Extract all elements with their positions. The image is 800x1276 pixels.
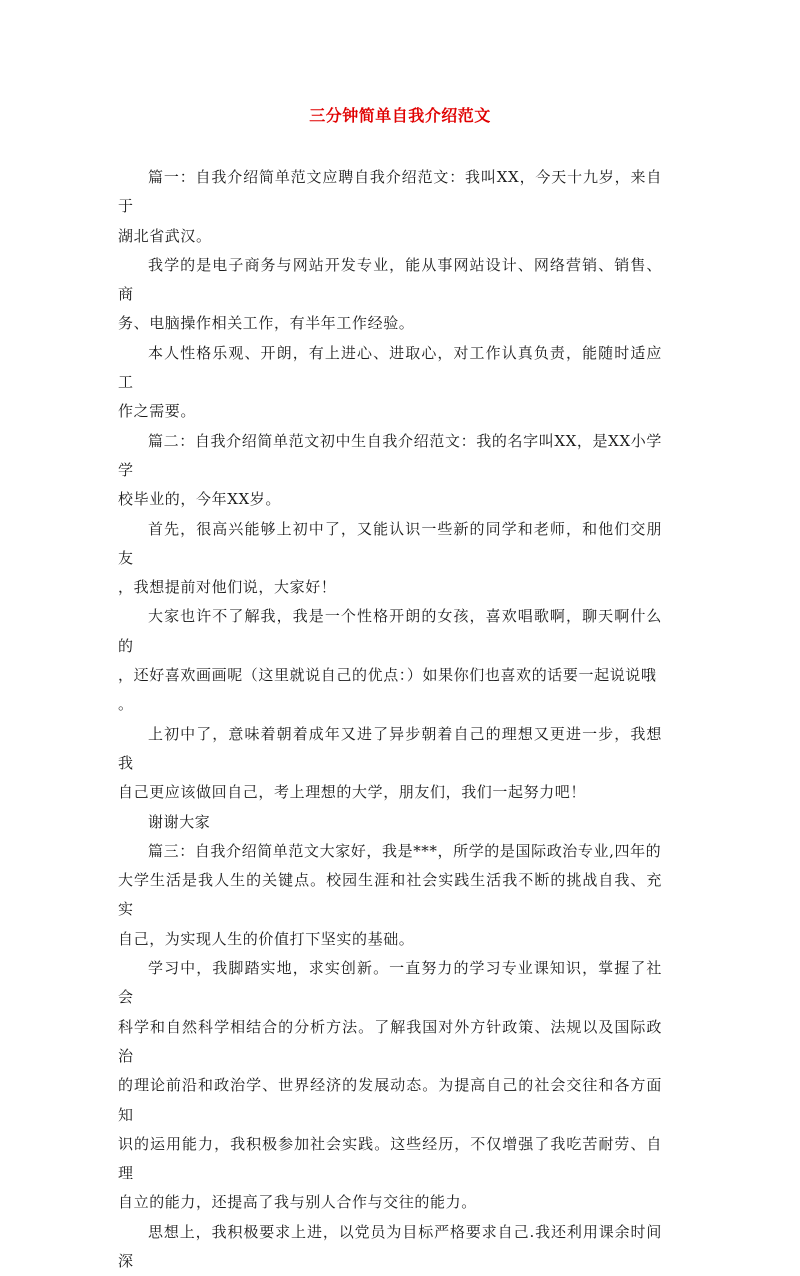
text-line: 篇一：自我介绍简单范文应聘自我介绍范文：我叫XX，今天十九岁，来自于	[118, 168, 662, 216]
paragraph-list	[118, 163, 662, 1276]
paragraph	[118, 954, 662, 1218]
paragraph	[118, 602, 662, 719]
text-line: 我学的是电子商务与网站开发专业，能从事网站设计、网络营销、销售、商	[118, 255, 662, 304]
text-line: 自立的能力，还提高了我与别人合作与交往的能力。	[118, 1193, 477, 1212]
paragraph	[118, 720, 662, 808]
text-line: 学习中，我脚踏实地，求实创新。一直努力的学习专业课知识，掌握了社会	[118, 959, 662, 1007]
text-line: 大家也许不了解我，我是一个性格开朗的女孩，喜欢唱歌啊，聊天啊什么的	[118, 607, 662, 655]
paragraph	[118, 251, 662, 339]
text-line: 上初中了，意味着朝着成年又进了异步朝着自己的理想又更进一步，我想我	[118, 724, 662, 772]
document-title: 三分钟简单自我介绍范文	[309, 106, 491, 125]
text-line: 作之需要。	[118, 402, 197, 421]
text-line: 篇二：自我介绍简单范文初中生自我介绍范文：我的名字叫XX，是XX小学学	[118, 431, 662, 479]
text-line: 湖北省武汉。	[118, 226, 212, 245]
paragraph	[118, 339, 662, 427]
text-line: 篇三：自我介绍简单范文大家好，我是***，所学的是国际政治专业,四年的	[148, 841, 662, 860]
text-line: 首先，很高兴能够上初中了，又能认识一些新的同学和老师，和他们交朋友	[118, 519, 662, 567]
text-line: 大学生活是我人生的关键点。校园生涯和社会实践生活我不断的挑战自我、充实	[118, 871, 662, 919]
text-line: 。	[118, 695, 134, 714]
text-line: ，还好喜欢画画呢（这里就说自己的优点：）如果你们也喜欢的话要一起说说哦	[118, 666, 657, 685]
paragraph	[118, 808, 662, 837]
text-line: 谢谢大家	[148, 812, 211, 831]
text-line: 本人性格乐观、开朗，有上进心、进取心，对工作认真负责，能随时适应工	[118, 343, 662, 392]
text-line: 的理论前沿和政治学、世界经济的发展动态。为提高自己的社会交往和各方面知	[118, 1076, 662, 1124]
paragraph	[118, 837, 662, 954]
paragraph	[118, 163, 662, 251]
paragraph	[118, 427, 662, 515]
text-line: 校毕业的，今年XX岁。	[118, 490, 281, 509]
text-line: 识的运用能力，我积极参加社会实践。这些经历，不仅增强了我吃苦耐劳、自理	[118, 1134, 662, 1183]
document-body	[118, 163, 662, 1276]
text-line: 自己更应该做回自己，考上理想的大学，朋友们，我们一起努力吧！	[118, 783, 587, 802]
text-line: 务、电脑操作相关工作，有半年工作经验。	[118, 314, 415, 333]
text-line: 自己，为实现人生的价值打下坚实的基础。	[118, 929, 415, 948]
paragraph	[118, 1218, 662, 1276]
paragraph	[118, 515, 662, 603]
text-line: ，我想提前对他们说，大家好！	[118, 578, 337, 597]
text-line: 思想上，我积极要求上进，以党员为目标严格要求自己.我还利用课余时间深	[118, 1222, 662, 1270]
text-line: 科学和自然科学相结合的分析方法。了解我国对外方针政策、法规以及国际政治	[118, 1017, 662, 1065]
